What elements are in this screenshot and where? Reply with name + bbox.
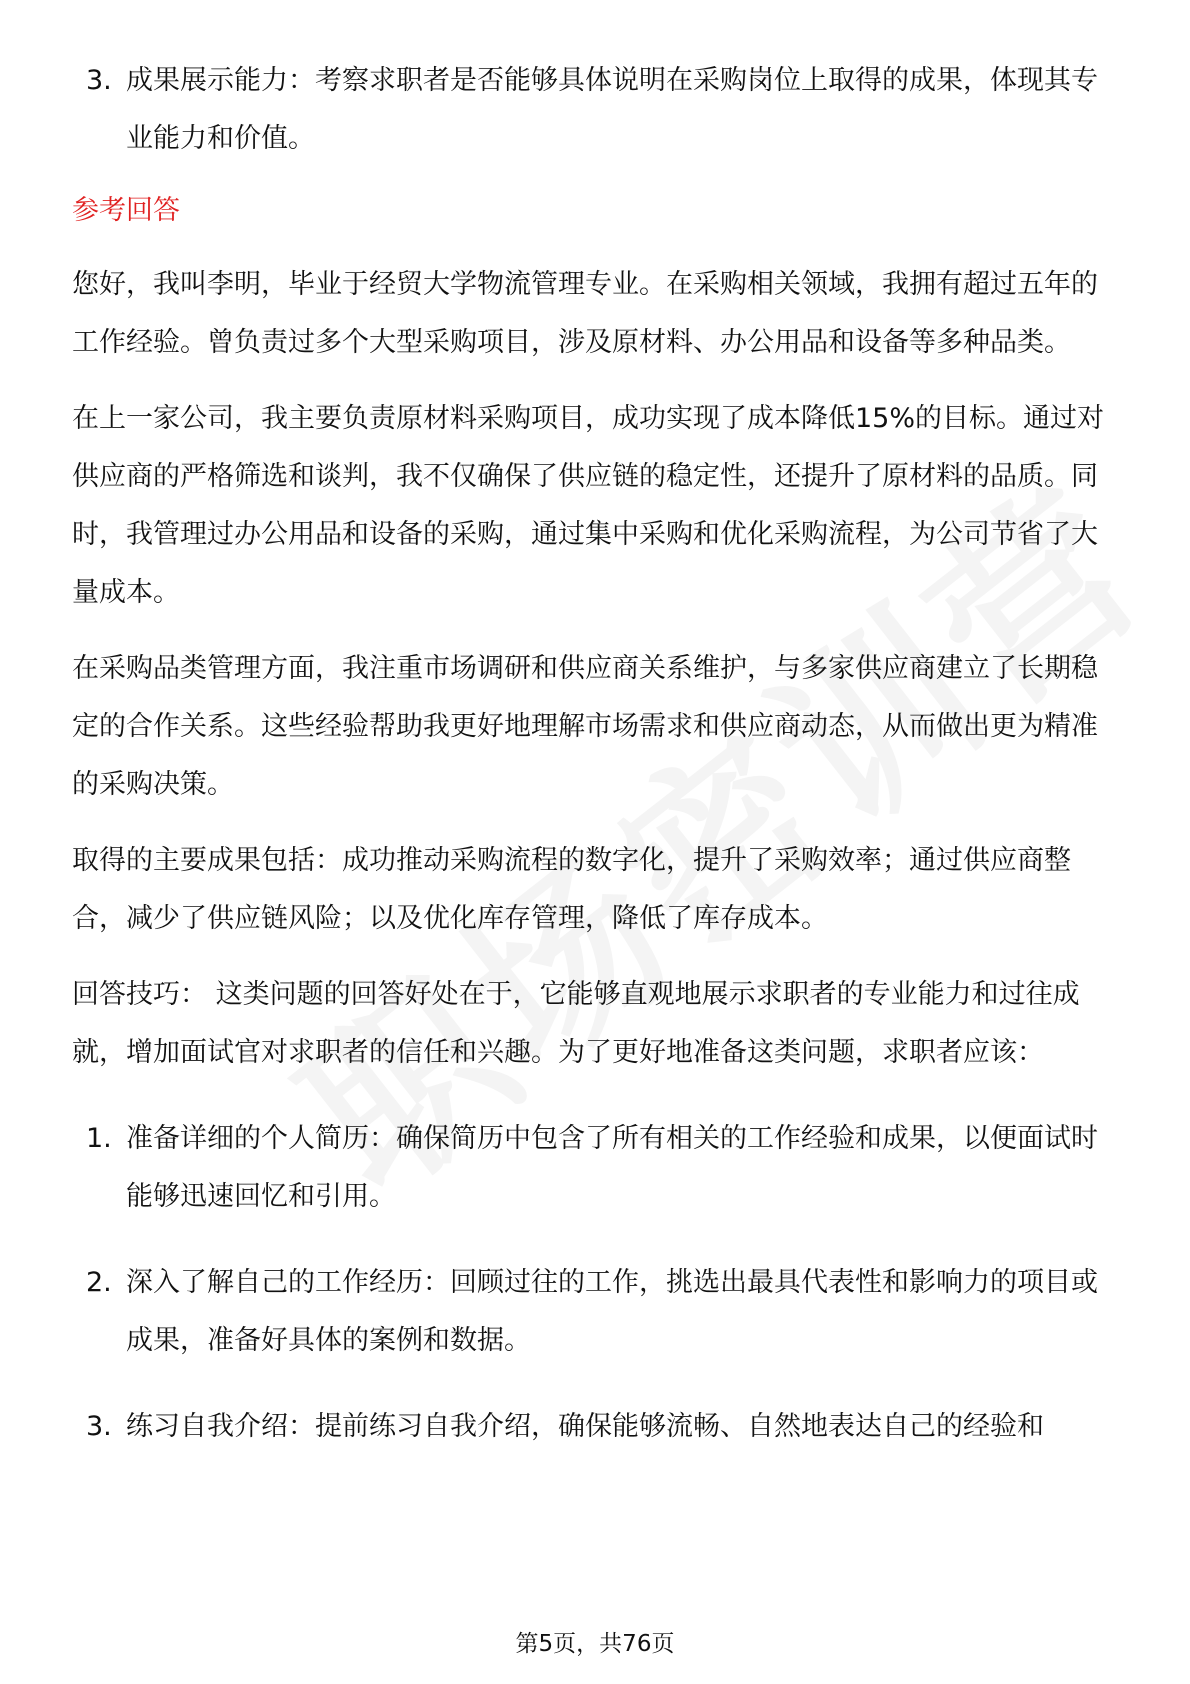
page-footer: 第5页，共76页 [515, 1631, 675, 1657]
list-number: 1. [86, 1123, 112, 1154]
section-title: 参考回答 [72, 195, 180, 226]
list-text: 准备详细的个人简历：确保简历中包含了所有相关的工作经验和成果，以便面试时能够迅速回忆和引用。 [126, 1123, 1098, 1212]
tip-item-3 [72, 1398, 1122, 1456]
tip-item-2 [72, 1254, 1122, 1370]
list-text: 练习自我介绍：提前练习自我介绍，确保能够流畅、自然地表达自己的经验和 [126, 1411, 1044, 1442]
paragraph-category-management: 在采购品类管理方面，我注重市场调研和供应商关系维护，与多家供应商建立了长期稳定的合作关系。这些经验帮助我更好地理解市场需求和供应商动态，从而做出更为精准的采购决策。 [72, 653, 1098, 800]
paragraph-answer-tips: 回答技巧： 这类问题的回答好处在于，它能够直观地展示求职者的专业能力和过往成就，增加面试官对求职者的信任和兴趣。为了更好地准备这类问题，求职者应该： [72, 979, 1080, 1068]
document-body [72, 52, 1122, 1456]
paragraph-achievements: 取得的主要成果包括：成功推动采购流程的数字化，提升了采购效率；通过供应商整合，减少了供应链风险；以及优化库存管理，降低了库存成本。 [72, 845, 1071, 934]
paragraph-previous-company: 在上一家公司，我主要负责原材料采购项目，成功实现了成本降低15%的目标。通过对供应商的严格筛选和谈判，我不仅确保了供应链的稳定性，还提升了原材料的品质。同时，我管理过办公用品和设备的采购，通过集中采购和优化采购流程，为公司节省了大量成本。 [72, 403, 1105, 608]
tip-item-1 [72, 1110, 1122, 1226]
list-text: 成果展示能力：考察求职者是否能够具体说明在采购岗位上取得的成果，体现其专业能力和价值。 [126, 65, 1098, 154]
list-number: 3. [86, 65, 112, 96]
list-text: 深入了解自己的工作经历：回顾过往的工作，挑选出最具代表性和影响力的项目或成果，准备好具体的案例和数据。 [126, 1267, 1098, 1356]
paragraph-intro: 您好，我叫李明，毕业于经贸大学物流管理专业。在采购相关领域，我拥有超过五年的工作经验。曾负责过多个大型采购项目，涉及原材料、办公用品和设备等多种品类。 [72, 269, 1098, 358]
list-number: 3. [86, 1411, 112, 1442]
list-number: 2. [86, 1267, 112, 1298]
criteria-item-3 [72, 52, 1122, 168]
